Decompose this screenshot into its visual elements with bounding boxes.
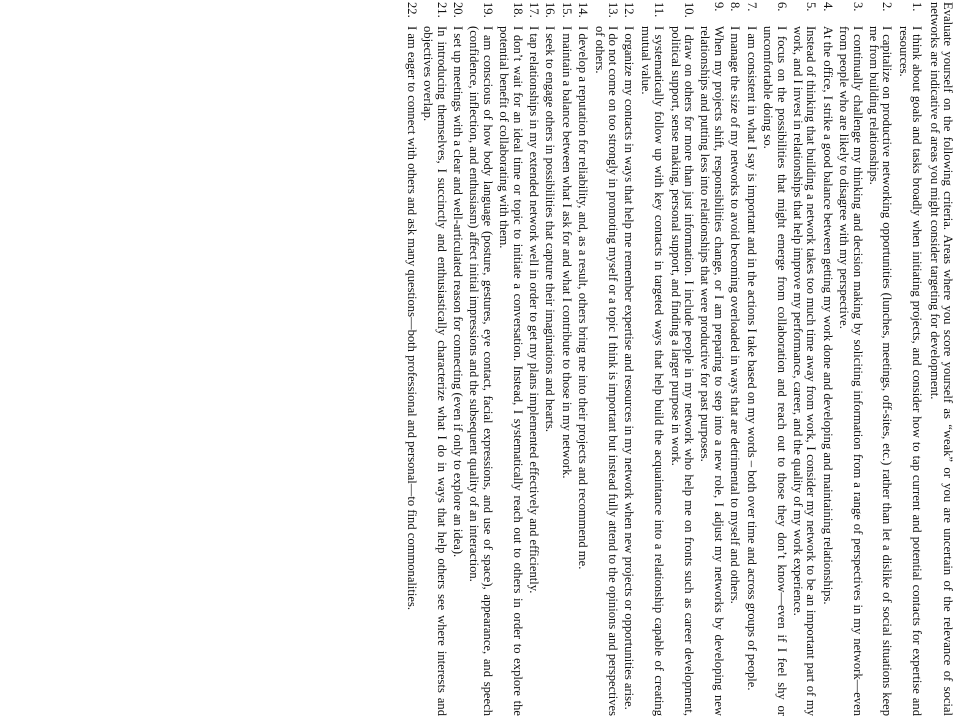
list-item — [543, 2, 556, 716]
item-number: 2. — [880, 2, 895, 12]
item-number: 20. — [451, 2, 465, 18]
item-number: 13. — [606, 2, 621, 18]
list-item — [451, 2, 464, 716]
item-text: I am eager to connect with others and ask many questions—both professional and personal—to find commonalities. — [404, 26, 419, 611]
item-text: I develop a reputation for reliability, and, as a result, others bring me into their projects and recommend me. — [576, 26, 591, 570]
list-item — [728, 2, 741, 716]
list-item — [896, 2, 923, 716]
item-number: 6. — [774, 2, 789, 12]
list-item — [622, 2, 635, 716]
item-text: I seek to engage others in possibilities that capture their imaginations and hearts. — [543, 26, 558, 433]
list-item — [592, 2, 619, 716]
list-item — [820, 2, 833, 716]
item-text: I focus on the possibilities that might emerge from collaboration and reach out to those they don’t know—even if I feel shy or uncomfortable doing so. — [761, 26, 789, 716]
item-text: I capitalize on productive networking opportunities (lunches, meetings, off-sites, etc.) rather than let a dislike of social situations keep me from building relationships. — [866, 26, 895, 716]
item-text: I think about goals and tasks broadly when initiating projects, and consider how to tap current and potential contacts for expertise and resources. — [896, 26, 925, 716]
list-item — [638, 2, 665, 716]
item-number: 10. — [682, 2, 697, 18]
list-item — [867, 2, 894, 716]
item-text: I am conscious of how body language (posture, gestures, eye contact, facial expressions, and use of space), appearance, and speech (confidence, inflection, and enthusiasm) affect initial impressions and the subsequent quality of an interaction. — [467, 26, 495, 716]
item-number: 16. — [543, 2, 558, 18]
list-item — [576, 2, 589, 716]
item-text: I organize my contacts in ways that help me remember expertise and resources in my network when new projects or opportunities arise. — [622, 26, 637, 710]
list-item — [744, 2, 757, 716]
criteria-list — [404, 2, 923, 716]
list-item — [761, 2, 788, 716]
document-body — [401, 2, 954, 716]
item-number: 5. — [804, 2, 819, 12]
item-number: 3. — [850, 2, 865, 12]
item-text: I maintain a balance between what I ask for and what I contribute to those in my network. — [559, 26, 574, 479]
item-text: I don’t wait for an ideal time or topic to initiate a conversation. Instead, I systematically reach out to others in order to explore the potential benefit of collaborating with them. — [497, 26, 525, 716]
item-number: 12. — [622, 2, 637, 18]
item-number: 22. — [404, 2, 419, 18]
list-item — [698, 2, 725, 716]
item-text: I set up meetings with a clear and well-articulated reason for connecting (even if only to explore an idea). — [451, 26, 465, 558]
item-text: I continually challenge my thinking and decision making by soliciting information from a range of perspectives in my network—even from people who are likely to disagree with my perspective. — [837, 26, 865, 716]
item-number: 7. — [744, 2, 759, 12]
item-number: 8. — [728, 2, 743, 12]
item-number: 4. — [820, 2, 835, 12]
list-item — [559, 2, 572, 716]
list-item — [668, 2, 695, 716]
item-text: In introducing themselves, I succinctly and enthusiastically characterize what I do in ways that help others see where interests and objectives overlap. — [421, 26, 449, 716]
item-number: 9. — [711, 2, 726, 12]
item-number: 18. — [510, 2, 525, 18]
list-item — [467, 2, 494, 716]
item-text: I manage the size of my networks to avoid becoming overloaded in ways that are detrimental to myself and others. — [728, 26, 743, 604]
item-number: 11. — [652, 2, 667, 18]
list-item — [497, 2, 524, 716]
item-text: I draw on others for more than just information. I include people in my network who help me on fronts such as career development, political support, sense making, personal support, and finding a larger purpose in work. — [668, 26, 697, 716]
list-item — [837, 2, 864, 716]
item-number: 19. — [480, 2, 495, 18]
item-number: 14. — [576, 2, 591, 18]
item-text: I systematically follow up with key contacts in targeted ways that help build the acquaintance into a relationship capable of creating mutual value. — [638, 26, 667, 716]
list-item — [791, 2, 818, 716]
item-text: When my projects shift, responsibilities change, or I am preparing to step into a new role, I adjust my networks by developing new relationships and putting less into relationships that were productive for past purposes. — [698, 26, 726, 716]
item-text: Instead of thinking that building a network takes too much time away from work, I consider my network to be an important part of my work, and I invest in relationships that help improve my performance, career, and the quality of my work experience. — [790, 26, 819, 716]
item-number: 21. — [434, 2, 449, 18]
item-text: I am consistent in what I say is important and in the actions I take based on my words – both over time and across groups of people. — [744, 26, 759, 691]
item-text: At the office, I strike a good balance between getting my work done and developing and maintaining relationships. — [820, 26, 835, 605]
item-text: I do not come on too strongly in promoting myself or a topic I think is important but instead fully attend to the opinions and perspectives of others. — [592, 26, 621, 716]
list-item — [404, 2, 417, 716]
item-text: I tap relationships in my extended network well in order to get my plans implemented effectively and efficiently. — [527, 26, 542, 594]
item-number: 15. — [559, 2, 574, 18]
list-item — [421, 2, 448, 716]
item-number: 17. — [527, 2, 542, 18]
list-item — [527, 2, 540, 716]
intro-paragraph: Evaluate yourself on the following criteria. Areas where you score yourself as “weak” or you are uncertain of the relevance of social networks are indicative of areas you might consider targeting for development. — [927, 2, 955, 716]
item-number: 1. — [910, 2, 925, 12]
